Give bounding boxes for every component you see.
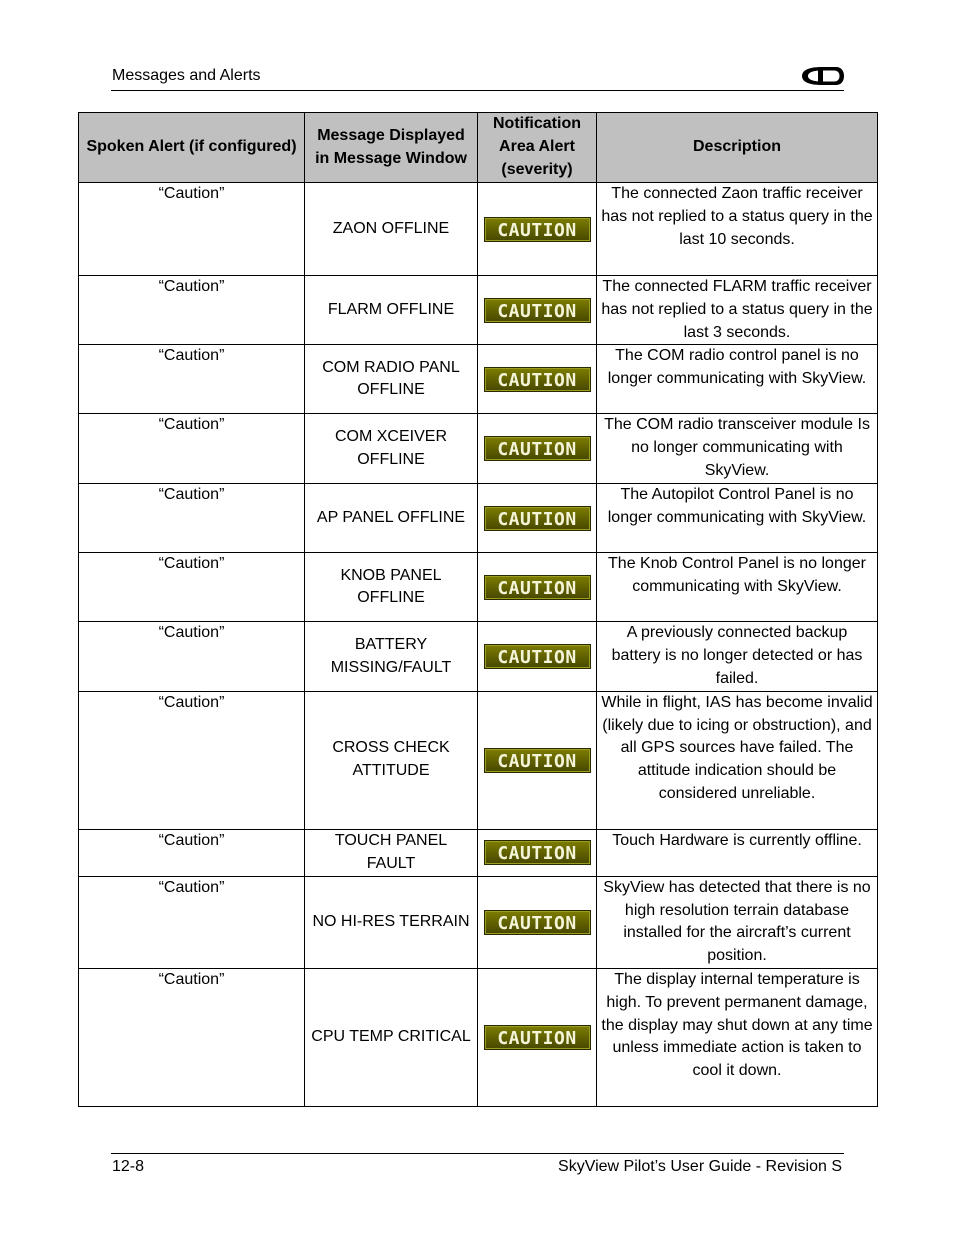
- message-cell: CPU TEMP CRITICAL: [305, 968, 478, 1106]
- caution-badge: CAUTION: [484, 217, 591, 242]
- description-cell: The connected Zaon traffic receiver has not replied to a status query in the last 10 seconds.: [597, 183, 878, 276]
- column-header-message: Message Displayed in Message Window: [305, 113, 478, 183]
- spoken-alert-cell: “Caution”: [79, 345, 305, 414]
- description-cell: The display internal temperature is high. To prevent permanent damage, the display may shut down at any time unless immediate action is taken to cool it down.: [597, 968, 878, 1106]
- description-cell: The Autopilot Control Panel is no longer communicating with SkyView.: [597, 484, 878, 553]
- description-cell: A previously connected backup battery is no longer detected or has failed.: [597, 622, 878, 691]
- notification-cell: [478, 691, 597, 829]
- page-number: 12-8: [112, 1158, 145, 1175]
- description-cell: The COM radio transceiver module Is no longer communicating with SkyView.: [597, 414, 878, 484]
- notification-cell: [478, 183, 597, 276]
- caution-badge: CAUTION: [484, 840, 591, 865]
- spoken-alert-cell: “Caution”: [79, 691, 305, 829]
- table-row: [79, 829, 878, 876]
- message-cell: KNOB PANEL OFFLINE: [305, 553, 478, 622]
- alerts-table: [78, 112, 878, 1107]
- caution-badge: CAUTION: [484, 644, 591, 669]
- section-title: Messages and Alerts: [112, 67, 261, 84]
- message-cell: COM XCEIVER OFFLINE: [305, 414, 478, 484]
- spoken-alert-cell: “Caution”: [79, 484, 305, 553]
- table-row: [79, 968, 878, 1106]
- table-row: [79, 276, 878, 345]
- table-row: [79, 484, 878, 553]
- notification-cell: [478, 414, 597, 484]
- message-cell: FLARM OFFLINE: [305, 276, 478, 345]
- description-cell: The Knob Control Panel is no longer communicating with SkyView.: [597, 553, 878, 622]
- page-footer: [111, 1153, 844, 1184]
- message-cell: COM RADIO PANL OFFLINE: [305, 345, 478, 414]
- notification-cell: [478, 345, 597, 414]
- table-row: [79, 183, 878, 276]
- table-row: [79, 622, 878, 691]
- description-cell: While in flight, IAS has become invalid (likely due to icing or obstruction), and all GPS sources have failed. The attitude indication should be considered unreliable.: [597, 691, 878, 829]
- notification-cell: [478, 484, 597, 553]
- caution-badge: CAUTION: [484, 575, 591, 600]
- notification-cell: [478, 829, 597, 876]
- message-cell: CROSS CHECK ATTITUDE: [305, 691, 478, 829]
- message-cell: TOUCH PANEL FAULT: [305, 829, 478, 876]
- caution-badge: CAUTION: [484, 506, 591, 531]
- table-row: [79, 345, 878, 414]
- caution-badge: CAUTION: [484, 298, 591, 323]
- spoken-alert-cell: “Caution”: [79, 553, 305, 622]
- description-cell: Touch Hardware is currently offline.: [597, 829, 878, 876]
- message-cell: NO HI-RES TERRAIN: [305, 876, 478, 968]
- message-cell: AP PANEL OFFLINE: [305, 484, 478, 553]
- spoken-alert-cell: “Caution”: [79, 829, 305, 876]
- message-cell: ZAON OFFLINE: [305, 183, 478, 276]
- page-header: [111, 64, 844, 91]
- description-cell: The COM radio control panel is no longer communicating with SkyView.: [597, 345, 878, 414]
- notification-cell: [478, 622, 597, 691]
- column-header-spoken-alert: Spoken Alert (if configured): [79, 113, 305, 183]
- notification-cell: [478, 276, 597, 345]
- spoken-alert-cell: “Caution”: [79, 183, 305, 276]
- spoken-alert-cell: “Caution”: [79, 876, 305, 968]
- table-row: [79, 691, 878, 829]
- caution-badge: CAUTION: [484, 367, 591, 392]
- notification-cell: [478, 553, 597, 622]
- table-row: [79, 876, 878, 968]
- spoken-alert-cell: “Caution”: [79, 968, 305, 1106]
- message-cell: BATTERY MISSING/FAULT: [305, 622, 478, 691]
- guide-title: SkyView Pilot’s User Guide - Revision S: [558, 1158, 842, 1175]
- dynon-logo-icon: [800, 66, 844, 86]
- notification-cell: [478, 876, 597, 968]
- caution-badge: CAUTION: [484, 910, 591, 935]
- column-header-description: Description: [597, 113, 878, 183]
- description-cell: The connected FLARM traffic receiver has not replied to a status query in the last 3 seconds.: [597, 276, 878, 345]
- spoken-alert-cell: “Caution”: [79, 276, 305, 345]
- table-row: [79, 553, 878, 622]
- caution-badge: CAUTION: [484, 436, 591, 461]
- spoken-alert-cell: “Caution”: [79, 622, 305, 691]
- table-row: [79, 414, 878, 484]
- description-cell: SkyView has detected that there is no high resolution terrain database installed for the aircraft’s current position.: [597, 876, 878, 968]
- table-header-row: [79, 113, 878, 183]
- column-header-notification: Notification Area Alert (severity): [478, 113, 597, 183]
- caution-badge: CAUTION: [484, 1025, 591, 1050]
- spoken-alert-cell: “Caution”: [79, 414, 305, 484]
- caution-badge: CAUTION: [484, 748, 591, 773]
- notification-cell: [478, 968, 597, 1106]
